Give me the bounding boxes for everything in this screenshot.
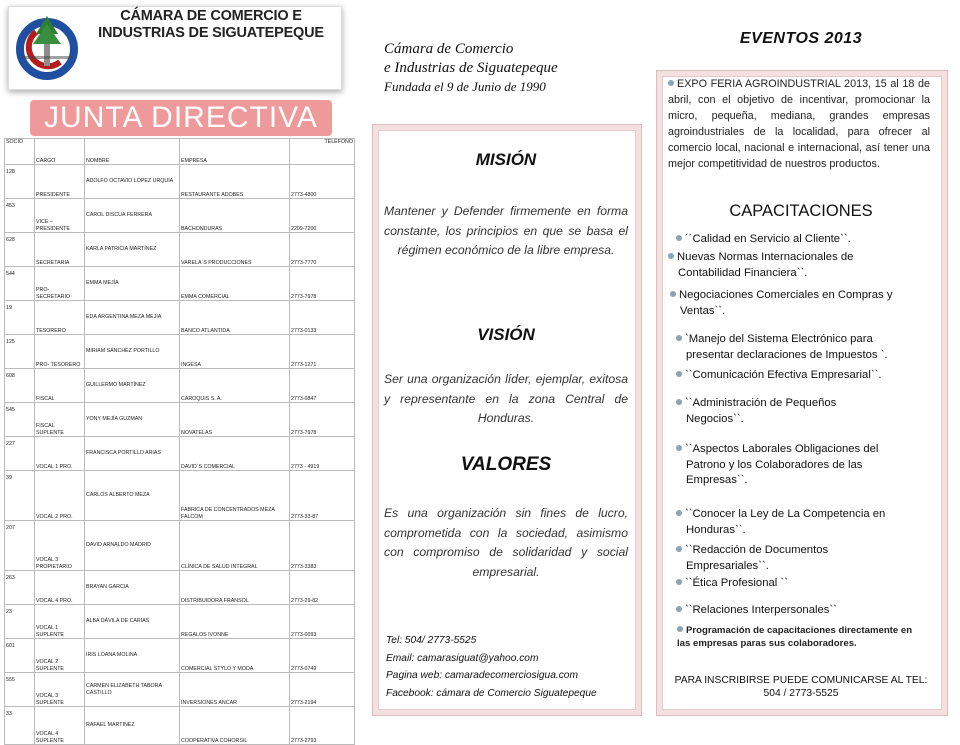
cell-socio: 125 [5,335,35,369]
table-row [5,571,355,605]
header-telefono: TELEFONO [290,139,355,165]
capacitacion-line1: Negociaciones Comerciales en Compras y [679,289,893,301]
cell-empresa: INGESA [180,335,290,369]
cell-nombre: EMMA MEJÍA [85,267,180,301]
cell-cargo: FISCAL [35,369,85,403]
cell-cargo: VOCAL 4 PRO. [35,571,85,605]
cell-nombre: EDA ARGENTINA MEZA MEJIA [85,301,180,335]
cell-socio: 207 [5,521,35,571]
cell-cargo: VOCAL 2 PRO. [35,471,85,521]
expo-paragraph [668,76,930,172]
mision-text: Mantener y Defender firmemente en forma constante, los principios en que se basa el régimen económico de la libre empresa. [384,204,628,258]
capacitacion-item [676,232,940,248]
capacitacion-item [676,576,940,592]
camara-line2: e Industrias de Siguatepeque [384,60,558,76]
cell-nombre: YONY MEJÍA GUZMAN [85,403,180,437]
cell-telefono: 2773-0749 [290,639,355,673]
capacitaciones-title: CAPACITACIONES [729,202,873,220]
cell-nombre: FRANCISCA PORTILLO ARIAS [85,437,180,471]
table-row [5,267,355,301]
cell-socio: 39 [5,471,35,521]
org-title-line2: INDUSTRIAS DE SIGUATEPEQUE [98,25,324,41]
cell-telefono: 2773-7978 [290,403,355,437]
capacitacion-item [670,288,940,319]
inscribe-note [662,674,940,700]
cell-telefono: 2773-29-82 [290,571,355,605]
capacitacion-line2: Patrono y los Colaboradores de las [686,458,863,471]
bullet-icon [677,626,683,632]
capacitacion-item [676,368,940,384]
header-cargo: CARGO [35,139,85,165]
cell-cargo: VICE – PRESIDENTE [35,199,85,233]
cell-nombre: GUILLERMO MARTÍNEZ [85,369,180,403]
table-row [5,673,355,707]
cell-nombre: CARLOS ALBERTO MEZA [85,471,180,521]
cell-telefono: 2773-2793 [290,707,355,745]
bullet-icon [676,235,682,241]
cell-empresa: BACHONDURAS [180,199,290,233]
capacitacion-line1: Nuevas Normas Internacionales de [677,251,854,263]
cell-cargo: VOCAL 4 SUPLENTE [35,707,85,745]
bullet-icon [676,399,682,405]
table-row [5,521,355,571]
cell-nombre: IRIS LOANA MOLINA [85,639,180,673]
vision-title: VISIÓN [477,325,535,344]
table-row [5,605,355,639]
cell-empresa: RESTAURANTE ADOBES [180,165,290,199]
cell-empresa: COMERCIAL STYLO Y MODA [180,639,290,673]
capacitacion-line1: ``Administración de Pequeños [685,397,837,409]
eventos-title: EVENTOS 2013 [739,30,863,47]
valores-text: Es una organización sin fines de lucro, comprometida con la sociedad, asimismo con compromiso de solidaridad y social empresarial. [384,506,628,579]
cell-empresa: REGALOS IVONNE [180,605,290,639]
cell-telefono: 2773-7770 [290,233,355,267]
cell-socio: 263 [5,571,35,605]
cell-nombre: CAROL DISCUA FERRERA [85,199,180,233]
table-row [5,707,355,745]
bullet-icon [668,80,674,86]
camara-founded: Fundada el 9 de Junio de 1990 [384,79,546,94]
contact-block [386,632,636,702]
vision-text: Ser una organización líder, ejemplar, exitosa y representante en la zona Central de Honduras. [384,372,628,426]
capacitacion-line1: ``Conocer la Ley de La Competencia en [685,508,886,520]
capacitacion-line2: Negocios``. [686,412,744,425]
cell-socio: 227 [5,437,35,471]
table-row [5,199,355,233]
capacitacion-line1: ´´Calidad en Servicio al Cliente``. [685,233,851,245]
table-row [5,301,355,335]
capacitacion-line2: Empresariales``. [686,559,769,572]
bullet-icon [676,510,682,516]
cell-empresa: DAVID´S COMERCIAL [180,437,290,471]
cell-socio: 544 [5,267,35,301]
cell-cargo: SECRETARIA [35,233,85,267]
table-row [5,639,355,673]
cell-cargo: PRO- TESORERO [35,335,85,369]
cell-telefono: 2209-7200 [290,199,355,233]
capacitacion-line1: ``Redacción de Documentos [685,544,829,556]
cell-nombre: MIRIAM SÁNCHEZ PORTILLO [85,335,180,369]
contact-facebook: Facebook: cámara de Comercio Siguatepeque [386,687,597,699]
junta-table [4,138,355,745]
cell-nombre: DAVID ARNALDO MADRID [85,521,180,571]
bullet-icon [676,579,682,585]
capacitacion-line1: ``Ética Profesional `` [685,577,788,589]
cell-empresa: VARELA´S PRODUCCIONES [180,233,290,267]
cell-empresa: FABRICA DE CONCENTRADOS MEZA FALCOM [180,471,290,521]
cell-nombre: ALBA DÁVILA DE CARIAS [85,605,180,639]
camara-line1: Cámara de Comercio [384,41,514,57]
cell-telefono: 2773 - 4919 [290,437,355,471]
capacitacion-line2: Ventas``. [680,304,726,317]
cell-empresa: INVERSIONES ANCAR [180,673,290,707]
valores-title: VALORES [460,454,552,475]
capacitacion-item [676,543,940,574]
capacitacion-item [676,332,940,363]
cell-nombre: BRAYAN GARCIA [85,571,180,605]
junta-title: JUNTA DIRECTIVA [44,101,318,134]
cell-cargo: VOCAL 3 PROPIETARIO [35,521,85,571]
cell-empresa: COOPERATIVA COHORSIL [180,707,290,745]
cell-cargo: VOCAL 1 SUPLENTE [35,605,85,639]
cell-telefono: 2773-3383 [290,521,355,571]
expo-text: EXPO FERIA AGROINDUSTRIAL 2013, 15 al 18 de abril, con el objetivo de incentivar, promocionar la micro, pequeña, mediana, grandes empresas agroindustriales de la localidad, para ofrecer al comercio local, nacional e internacional, así tener una mejor competitividad de nuestros productos. [668,78,930,170]
cell-cargo: VOCAL 1 PRO. [35,437,85,471]
chamber-logo-icon [14,14,80,80]
inscribe-line1: PARA INSCRIBIRSE PUEDE COMUNICARSE AL TEL: [674,675,928,686]
cell-telefono: 2773-1271 [290,335,355,369]
inscribe-phone: 504 / 2773-5525 [763,688,839,699]
cell-socio: 453 [5,199,35,233]
bullet-icon [676,335,682,341]
capacitacion-line2: Honduras``. [686,523,746,536]
header-nombre: NOMBRE [85,139,180,165]
cell-nombre: CARMEN ELIZABETH TABORA CASTILLO [85,673,180,707]
capacitacion-item [668,250,940,281]
contact-email: Email: camarasiguat@yahoo.com [386,652,539,664]
capacitacion-item [676,507,940,538]
mision-title: MISIÓN [475,150,537,169]
bullet-icon [676,371,682,377]
cell-telefono: 2773-0847 [290,369,355,403]
cell-telefono: 2773-0093 [290,605,355,639]
capacitacion-line1: ``Relaciones Interpersonales`` [685,604,837,616]
cell-empresa: CAROQUIS S. A. [180,369,290,403]
programacion-note [677,624,927,650]
table-row [5,335,355,369]
table-row [5,369,355,403]
contact-tel: Tel: 504/ 2773-5525 [386,635,477,646]
bullet-icon [676,606,682,612]
capacitacion-line1: ``Aspectos Laborales Obligaciones del [685,443,879,455]
cell-socio: 19 [5,301,35,335]
cell-cargo: TESORERO [35,301,85,335]
cell-nombre: RAFAEL MARTINEZ [85,707,180,745]
bullet-icon [676,546,682,552]
cell-telefono: 2773-2194 [290,673,355,707]
org-title-line1: CÁMARA DE COMERCIO E [120,8,302,24]
capacitacion-item [676,603,940,619]
table-row [5,165,355,199]
table-row [5,403,355,437]
cell-empresa: CLÍNICA DE SALUD INTEGRAL [180,521,290,571]
cell-socio: 628 [5,233,35,267]
cell-telefono: 2773-0133 [290,301,355,335]
bullet-icon [670,291,676,297]
bullet-icon [668,253,674,259]
capacitacion-line3: Empresas``. [686,474,748,486]
cell-socio: 33 [5,707,35,745]
cell-socio: 23 [5,605,35,639]
table-header-row [5,139,355,165]
table-row [5,437,355,471]
header-empresa: EMPRESA [180,139,290,165]
cell-empresa: EMMA COMERCIAL [180,267,290,301]
cell-empresa: NOVATELAS [180,403,290,437]
capacitacion-line2: presentar declaraciones de Impuestos `. [686,348,888,361]
cell-cargo: PRESIDENTE [35,165,85,199]
cell-cargo: VOCAL 3 SUPLENTE [35,673,85,707]
cell-empresa: BANCO ATLANTIDA [180,301,290,335]
cell-socio: 555 [5,673,35,707]
cell-cargo: FISCAL SUPLENTE [35,403,85,437]
cell-nombre: KARLA PATRICIA MARTÍNEZ [85,233,180,267]
bullet-icon [676,445,682,451]
cell-empresa: DISTRIBUIDORA FRANSOL [180,571,290,605]
cell-telefono: 2773-7978 [290,267,355,301]
cell-socio: 601 [5,639,35,673]
cell-socio: 128 [5,165,35,199]
contact-web: Pagina web: camaradecomerciosigua.com [386,670,578,681]
capacitacion-line1: ``Comunicación Efectiva Empresarial``. [685,369,882,381]
capacitacion-item [676,396,940,427]
capacitacion-line2: Contabilidad Financiera``. [678,266,808,279]
capacitacion-item [676,442,940,489]
cell-nombre: ADOLFO OCTAVIO LÓPEZ URQUÍA [85,165,180,199]
org-title [86,8,336,42]
cell-socio: 608 [5,369,35,403]
table-row [5,233,355,267]
cell-cargo: PRO- SECRETARIO [35,267,85,301]
cell-telefono: 2773-4800 [290,165,355,199]
cell-cargo: VOCAL 2 SUPLENTE [35,639,85,673]
cell-telefono: 2773-33-87 [290,471,355,521]
capacitacion-line1: `Manejo del Sistema Electrónico para [685,333,873,345]
table-row [5,471,355,521]
camara-heading [384,40,634,95]
cell-socio: 545 [5,403,35,437]
header-socio: SOCIO [5,139,35,165]
programacion-text: Programación de capacitaciones directamente en las empresas paras sus colaboradores. [677,625,913,649]
